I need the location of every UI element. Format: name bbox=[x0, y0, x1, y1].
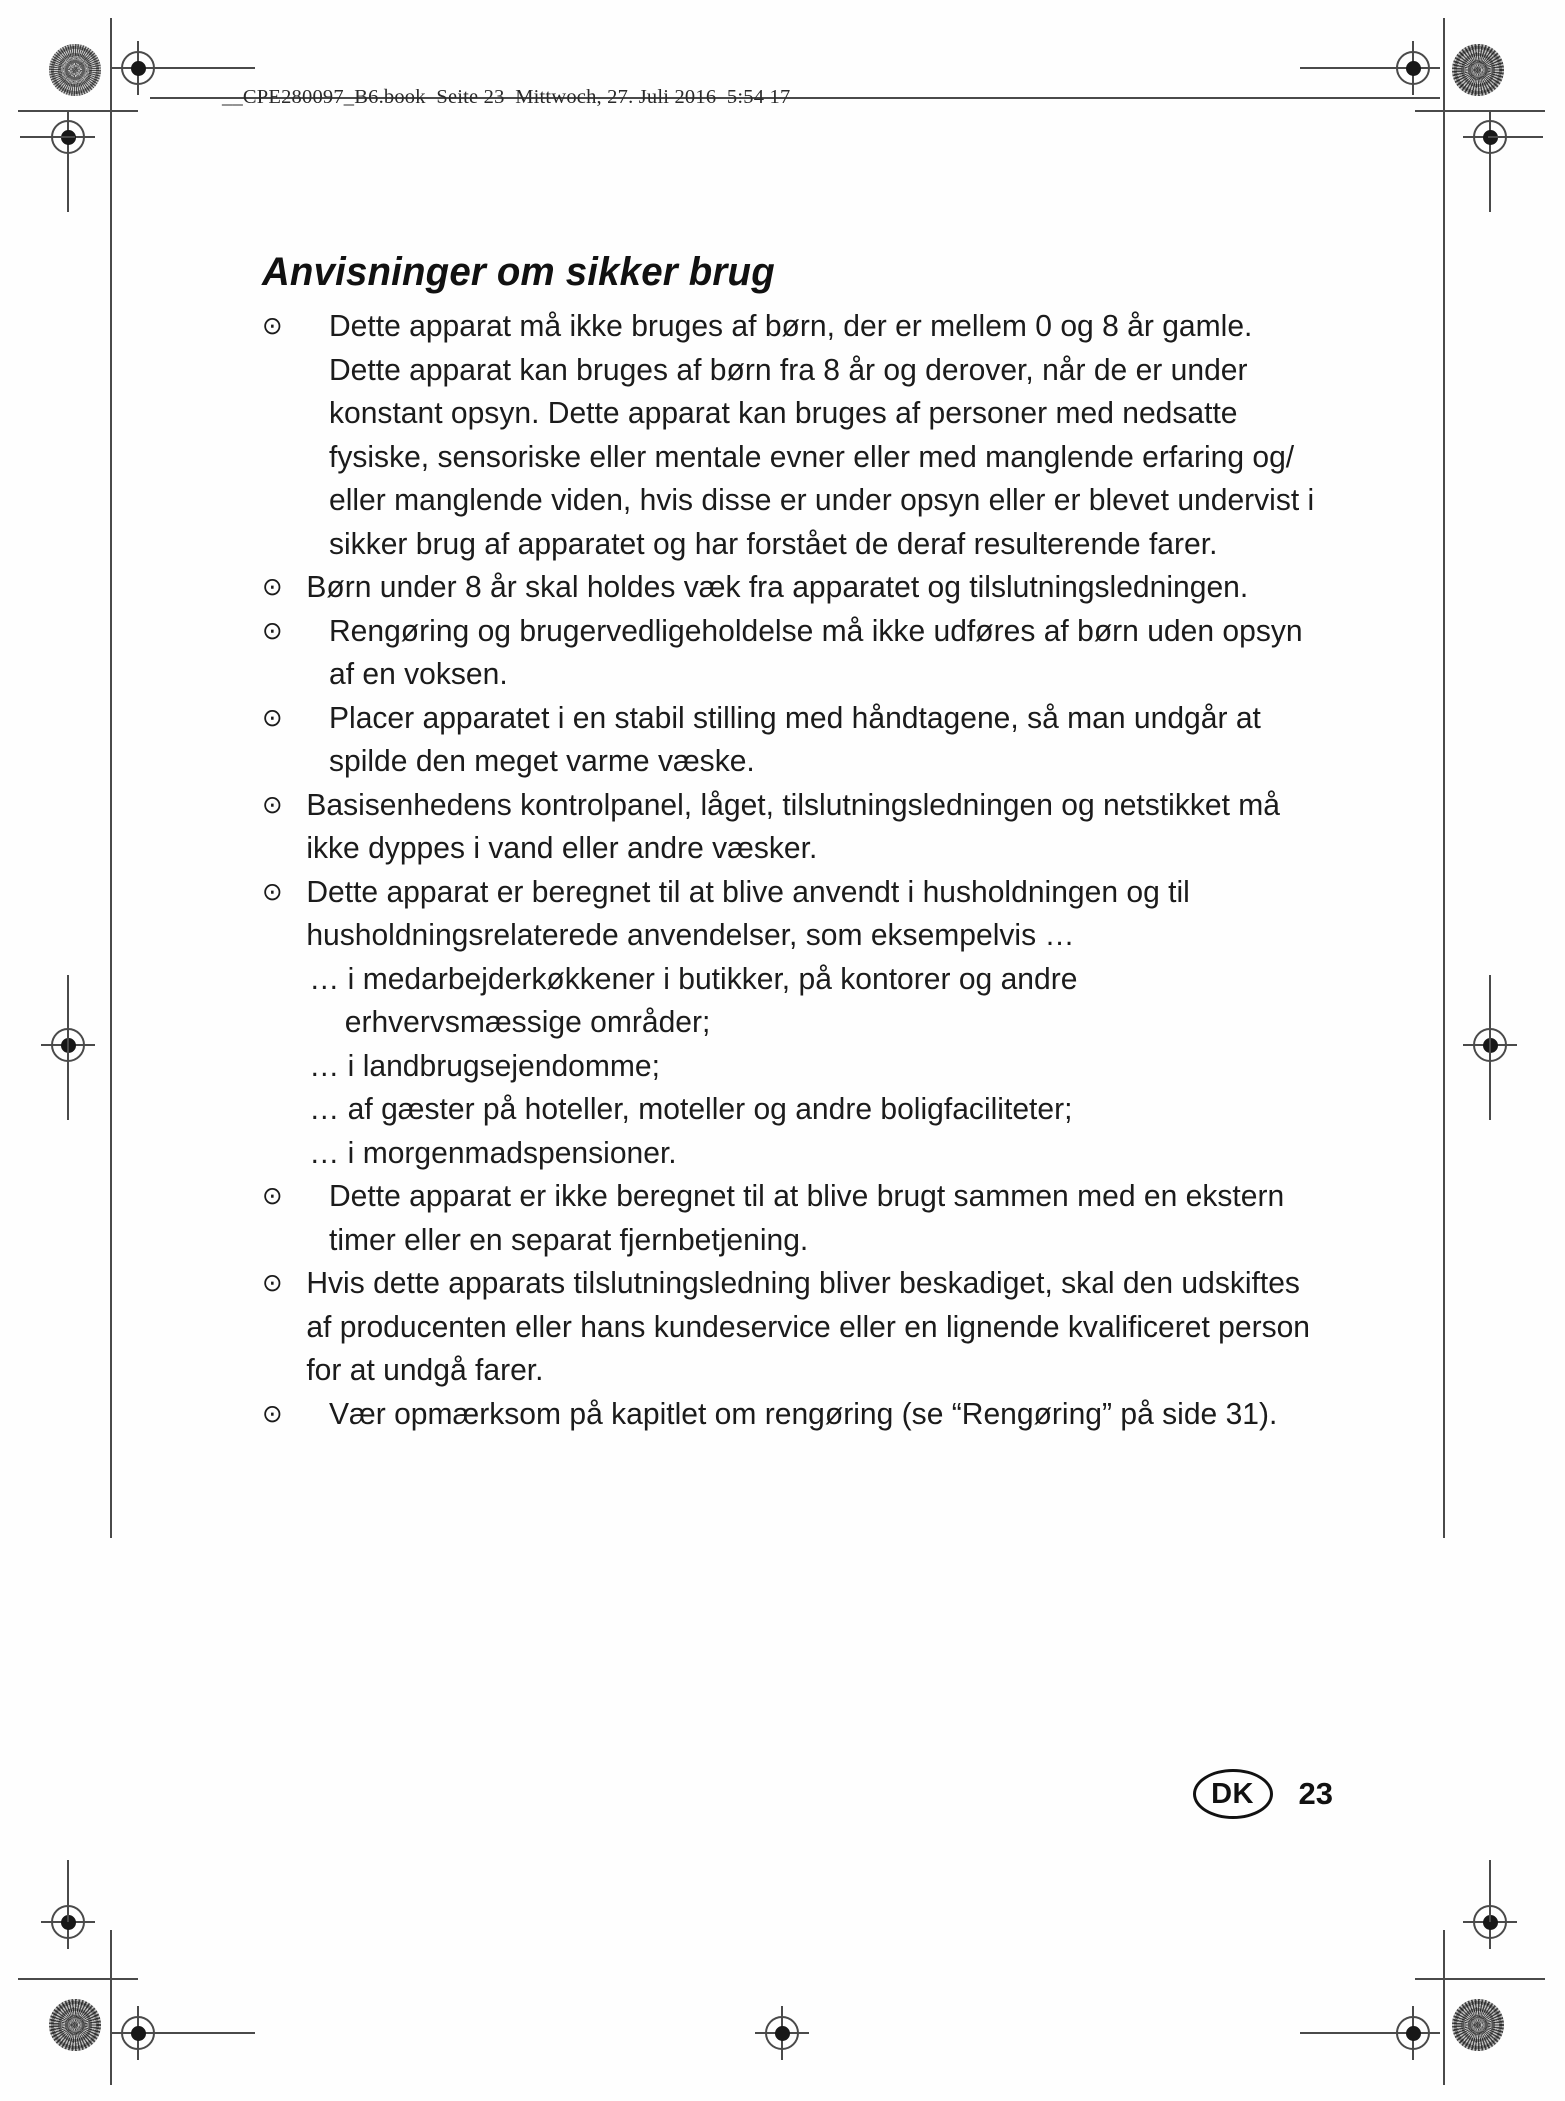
sub-list-item-text: … i landbrugsejendomme; bbox=[309, 1048, 660, 1083]
sub-list-item-text: … i medarbejderkøkkener i butikker, på kontorer og andre erhvervsmæssige områder; bbox=[309, 961, 1078, 1039]
bullet-icon: ⊙ bbox=[262, 312, 283, 340]
sub-list-item-text: … i morgenmadspensioner. bbox=[309, 1135, 677, 1170]
registration-arm-bottom-left bbox=[160, 2032, 255, 2034]
list-item-text: Vær opmærksom på kapitlet om rengøring (se “Rengøring” på side 31). bbox=[328, 1396, 1278, 1431]
registration-arm-lower-right-vertical bbox=[1489, 1860, 1491, 1922]
list-item-text: Dette apparat er beregnet til at blive anvendt i husholdningen og til husholdningsrelaterede anvendelser, som eksempelvis … bbox=[306, 874, 1190, 952]
bullet-icon: ⊙ bbox=[262, 790, 283, 819]
rosette-patch-top-left bbox=[49, 44, 101, 96]
list-item bbox=[262, 784, 1316, 871]
registration-arm-upper-left bbox=[20, 136, 75, 138]
bullet-icon: ⊙ bbox=[262, 573, 283, 601]
list-item bbox=[262, 305, 1316, 566]
registration-mark-top-left bbox=[111, 41, 165, 95]
page-title: Anvisninger om sikker brug bbox=[262, 250, 775, 294]
registration-arm-upper-right bbox=[1488, 136, 1543, 138]
crosshair-dot bbox=[131, 61, 146, 76]
registration-arm-middle-left-vertical bbox=[67, 975, 69, 1120]
crop-rule-right-vertical bbox=[1443, 18, 1445, 1538]
registration-arm-bottom-right bbox=[1300, 2032, 1395, 2034]
rosette-patch-bottom-left bbox=[49, 1999, 101, 2051]
registration-arm-top-right bbox=[1300, 67, 1395, 69]
list-item-text: Basisenhedens kontrolpanel, låget, tilslutningsledningen og netstikket må ikke dyppes i vand eller andre væsker. bbox=[306, 787, 1280, 865]
crop-rule-bottom-right-horizontal bbox=[1415, 1978, 1545, 1980]
registration-arm-middle-right-vertical bbox=[1489, 975, 1491, 1120]
list-item bbox=[262, 566, 1316, 610]
safety-instructions-list bbox=[262, 305, 1332, 1436]
list-item bbox=[262, 1262, 1316, 1393]
crop-rule-left-vertical bbox=[110, 18, 112, 1538]
list-item-text: Dette apparat må ikke bruges af børn, der er mellem 0 og 8 år gamle. Dette apparat kan bruges af børn fra 8 år og derover, når de er under konstant opsyn. Dette apparat kan bruges af personer med nedsatte fysiske, sensoriske eller mentale evner eller med manglende erfaring og/ eller manglende viden, hvis disse er under opsyn eller er blevet undervist i sikker brug af apparatet og har forstået de deraf resulterende farer. bbox=[328, 309, 1315, 561]
page-content bbox=[262, 250, 1332, 1436]
crosshair-dot bbox=[1406, 61, 1421, 76]
list-item bbox=[262, 1175, 1316, 1262]
registration-arm-lower-left-vertical bbox=[67, 1860, 69, 1922]
bullet-icon: ⊙ bbox=[262, 877, 283, 906]
list-item bbox=[262, 610, 1316, 697]
page-footer bbox=[1193, 1769, 1333, 1819]
crosshair-dot bbox=[775, 2026, 790, 2041]
registration-arm-top-left bbox=[160, 67, 255, 69]
list-item bbox=[262, 871, 1316, 958]
list-item-text: Børn under 8 år skal holdes væk fra apparatet og tilslutningsledningen. bbox=[306, 570, 1249, 604]
list-item bbox=[262, 1393, 1316, 1437]
bullet-icon: ⊙ bbox=[262, 1182, 283, 1210]
list-item bbox=[262, 697, 1316, 784]
bullet-icon: ⊙ bbox=[262, 616, 283, 645]
registration-mark-bottom-center bbox=[755, 2006, 809, 2060]
sub-list-item-text: … af gæster på hoteller, moteller og andre boligfaciliteter; bbox=[309, 1092, 1073, 1126]
sub-list-item bbox=[262, 1045, 1316, 1089]
bullet-icon: ⊙ bbox=[262, 1269, 283, 1297]
bullet-icon: ⊙ bbox=[262, 1399, 283, 1428]
list-item-text: Hvis dette apparats tilslutningsledning bliver beskadiget, skal den udskiftes af producenten eller hans kundeservice eller en lignende kvalificeret person for at undgå farer. bbox=[306, 1266, 1311, 1387]
crosshair-dot bbox=[131, 2026, 146, 2041]
sub-list-item bbox=[262, 958, 1316, 1045]
list-item-text: Dette apparat er ikke beregnet til at blive brugt sammen med en ekstern timer eller en separat fjernbetjening. bbox=[328, 1179, 1285, 1257]
registration-mark-bottom-left bbox=[111, 2006, 165, 2060]
list-item-text: Placer apparatet i en stabil stilling med håndtagene, så man undgår at spilde den meget varme væske. bbox=[328, 700, 1261, 778]
locale-badge: DK bbox=[1193, 1769, 1273, 1819]
bullet-icon: ⊙ bbox=[262, 703, 283, 732]
crop-rule-bottom-left-horizontal bbox=[18, 1978, 138, 1980]
page-number: 23 bbox=[1298, 1776, 1333, 1811]
list-item-text: Rengøring og brugervedligeholdelse må ikke udføres af børn uden opsyn af en voksen. bbox=[328, 613, 1303, 691]
sub-list-item bbox=[262, 1132, 1316, 1176]
registration-arm-upper-left-vertical bbox=[67, 150, 69, 212]
rosette-patch-top-right bbox=[1452, 44, 1504, 96]
crosshair-dot bbox=[1406, 2026, 1421, 2041]
rosette-patch-bottom-right bbox=[1452, 1999, 1504, 2051]
sub-list-item bbox=[262, 1088, 1316, 1132]
book-file-header: __CPE280097_B6.book Seite 23 Mittwoch, 27. Juli 2016 5:54 17 bbox=[222, 86, 791, 108]
registration-arm-upper-right-vertical bbox=[1489, 150, 1491, 212]
crop-rule-bottom-right-vertical bbox=[1443, 1930, 1445, 2085]
